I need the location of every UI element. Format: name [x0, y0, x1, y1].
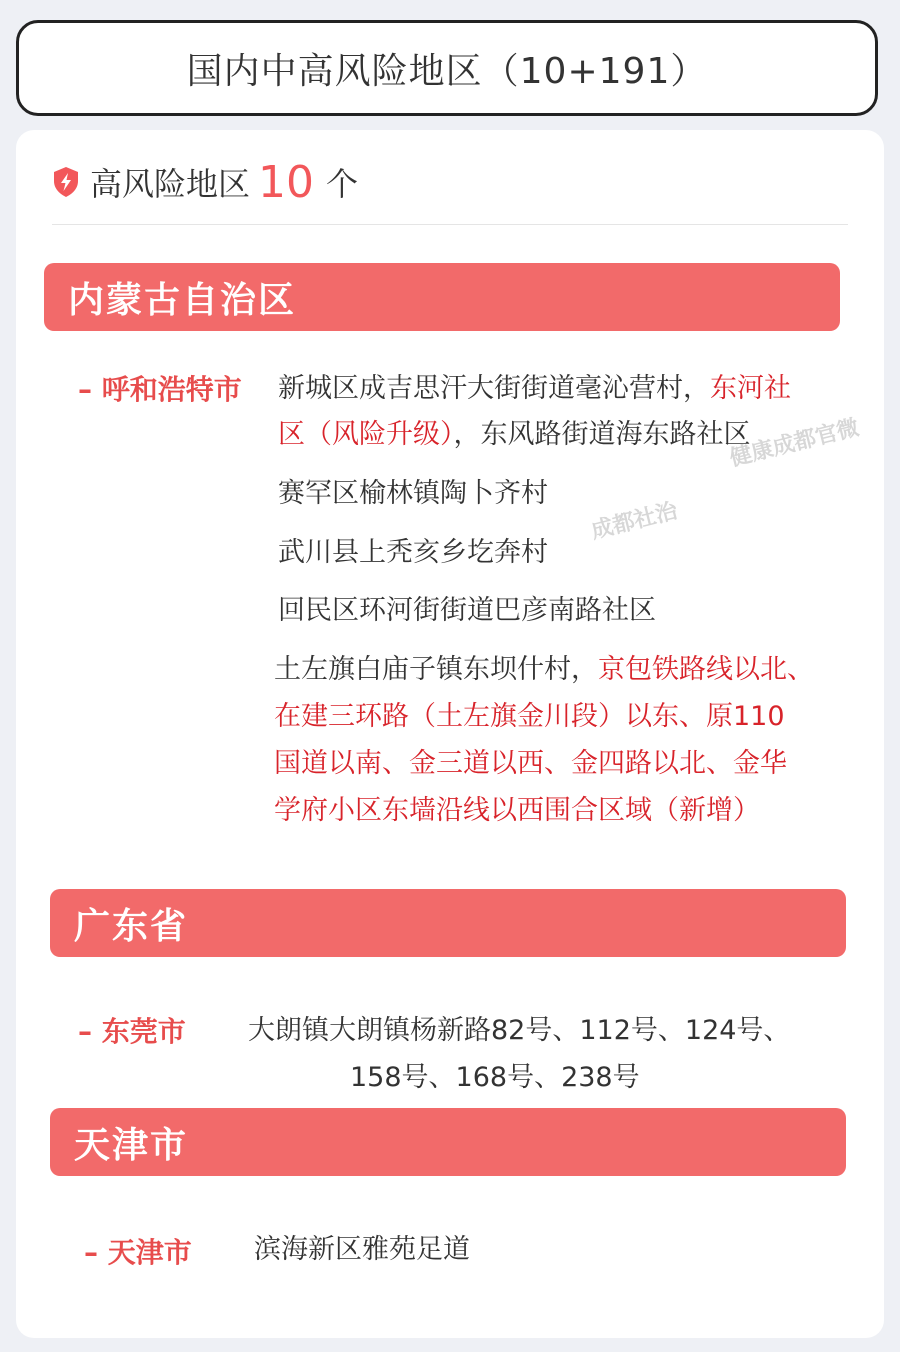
province-header-guangdong: [50, 889, 846, 957]
area-text: ，东风路街道海东路社区: [453, 419, 751, 450]
area-text: 赛罕区榆林镇陶卜齐村: [278, 478, 548, 509]
city-name: – 东莞市: [78, 1015, 186, 1048]
summary-count: 10: [258, 156, 315, 208]
page-title-text: 国内中高风险地区（10+191）: [186, 50, 708, 92]
province-name: 广东省: [74, 905, 189, 947]
area-line: [278, 588, 656, 634]
area-text: 158号、168号、238号: [350, 1062, 640, 1093]
province-name: 内蒙古自治区: [68, 279, 297, 321]
area-line: [248, 1008, 790, 1054]
area-line: [274, 647, 814, 693]
area-line: [278, 471, 548, 517]
area-line: [278, 366, 791, 412]
area-text: 大朗镇大朗镇杨新路82号、112号、124号、: [248, 1015, 791, 1046]
province-name: 天津市: [74, 1124, 189, 1166]
area-text: 武川县上秃亥乡圪奔村: [278, 537, 548, 568]
area-text: 回民区环河街街道巴彦南路社区: [278, 595, 656, 626]
watermark-text: 健康成都官微: [727, 415, 862, 472]
area-line-highlight: [274, 788, 760, 834]
area-text-highlight: 国道以南、金三道以西、金四路以北、金华: [274, 748, 787, 779]
risk-area-card: [16, 130, 884, 1338]
high-risk-summary: [52, 152, 358, 212]
area-text-highlight: 在建三环路（土左旗金川段）以东、原110: [274, 701, 785, 732]
page-title: [16, 20, 878, 116]
city-name: – 天津市: [84, 1236, 192, 1269]
watermark-text: 成都社治: [588, 498, 681, 545]
area-text-highlight: 学府小区东墙沿线以西围合区域（新增）: [274, 795, 760, 826]
divider: [52, 224, 848, 225]
area-line: [350, 1055, 640, 1101]
area-text-highlight: 区（风险升级）: [278, 419, 454, 450]
city-label-tianjin: [84, 1231, 192, 1271]
area-line-highlight: [274, 741, 787, 787]
shield-bolt-icon: [52, 166, 80, 198]
area-text: 滨海新区雅苑足道: [254, 1234, 470, 1265]
area-line: [278, 412, 751, 458]
area-text: 土左旗白庙子镇东坝什村，: [274, 654, 598, 685]
area-line-highlight: [274, 694, 785, 740]
city-label-dongguan: [78, 1010, 186, 1050]
area-line: [254, 1227, 470, 1273]
area-line: [278, 530, 548, 576]
area-text: 新城区成吉思汗大街街道毫沁营村，: [278, 373, 710, 404]
summary-unit: 个: [326, 165, 359, 203]
city-name: – 呼和浩特市: [78, 373, 242, 406]
area-text-highlight: 京包铁路线以北、: [598, 654, 814, 685]
area-text-highlight: 东河社: [710, 373, 791, 404]
city-label-hohhot: [78, 368, 242, 408]
summary-label: 高风险地区: [90, 165, 251, 203]
province-header-tianjin: [50, 1108, 846, 1176]
watermark-shezhi: [588, 494, 681, 545]
province-header-inner-mongolia: [44, 263, 840, 331]
